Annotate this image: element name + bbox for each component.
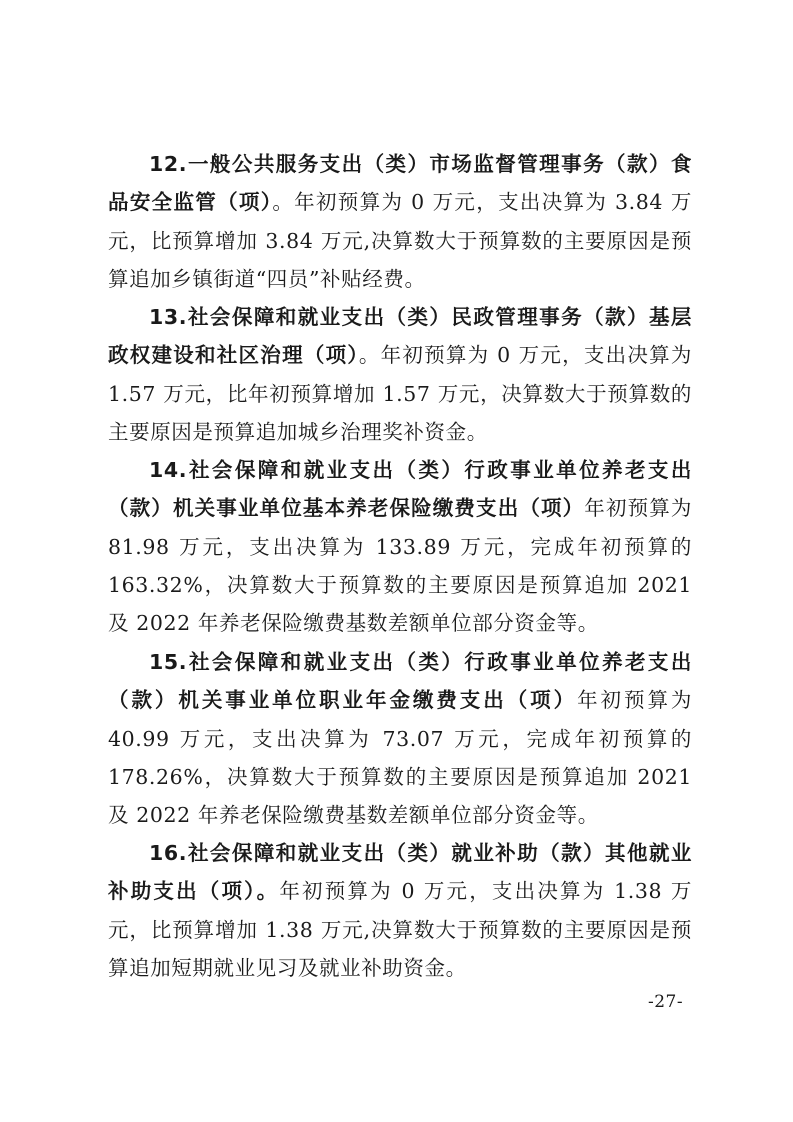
paragraph-item-16 <box>108 834 692 987</box>
paragraph-body: 年初预算为 81.98 万元，支出决算为 133.89 万元，完成年初预算的 163.32%，决算数大于预算数的主要原因是预算追加 2021 及 2022 年养老保险缴费基数差额单位部分资金等。 <box>108 496 692 636</box>
paragraph-item-12 <box>108 145 692 298</box>
paragraph-item-14 <box>108 451 692 642</box>
paragraph-heading: 14.社会保障和就业支出（类）行政事业单位养老支出（款）机关事业单位基本养老保险缴费支出（项） <box>108 458 692 521</box>
paragraph-body: 年初预算为 0 万元，支出决算为 1.38 万元，比预算增加 1.38 万元,决算数大于预算数的主要原因是预算追加短期就业见习及就业补助资金。 <box>108 879 692 980</box>
paragraph-item-15 <box>108 643 692 834</box>
paragraph-body: 。年初预算为 0 万元，支出决算为 1.57 万元，比年初预算增加 1.57 万元，决算数大于预算数的主要原因是预算追加城乡治理奖补资金。 <box>108 343 693 444</box>
paragraph-heading: 16.社会保障和就业支出（类）就业补助（款）其他就业补助支出（项）。 <box>108 841 692 904</box>
paragraph-item-13 <box>108 298 692 451</box>
paragraph-heading: 15.社会保障和就业支出（类）行政事业单位养老支出（款）机关事业单位职业年金缴费支出（项） <box>108 650 692 713</box>
paragraph-body: 年初预算为 40.99 万元，支出决算为 73.07 万元，完成年初预算的 178.26%，决算数大于预算数的主要原因是预算追加 2021 及 2022 年养老保险缴费基数差额单位部分资金等。 <box>108 688 693 828</box>
paragraph-heading: 13.社会保障和就业支出（类）民政管理事务（款）基层政权建设和社区治理（项） <box>108 305 692 368</box>
page-number: -27- <box>648 992 684 1012</box>
paragraph-body: 。年初预算为 0 万元，支出决算为 3.84 万元，比预算增加 3.84 万元,决算数大于预算数的主要原因是预算追加乡镇街道“四员”补贴经费。 <box>108 190 692 291</box>
paragraph-heading: 12.一般公共服务支出（类）市场监督管理事务（款）食品安全监管（项） <box>108 152 692 215</box>
